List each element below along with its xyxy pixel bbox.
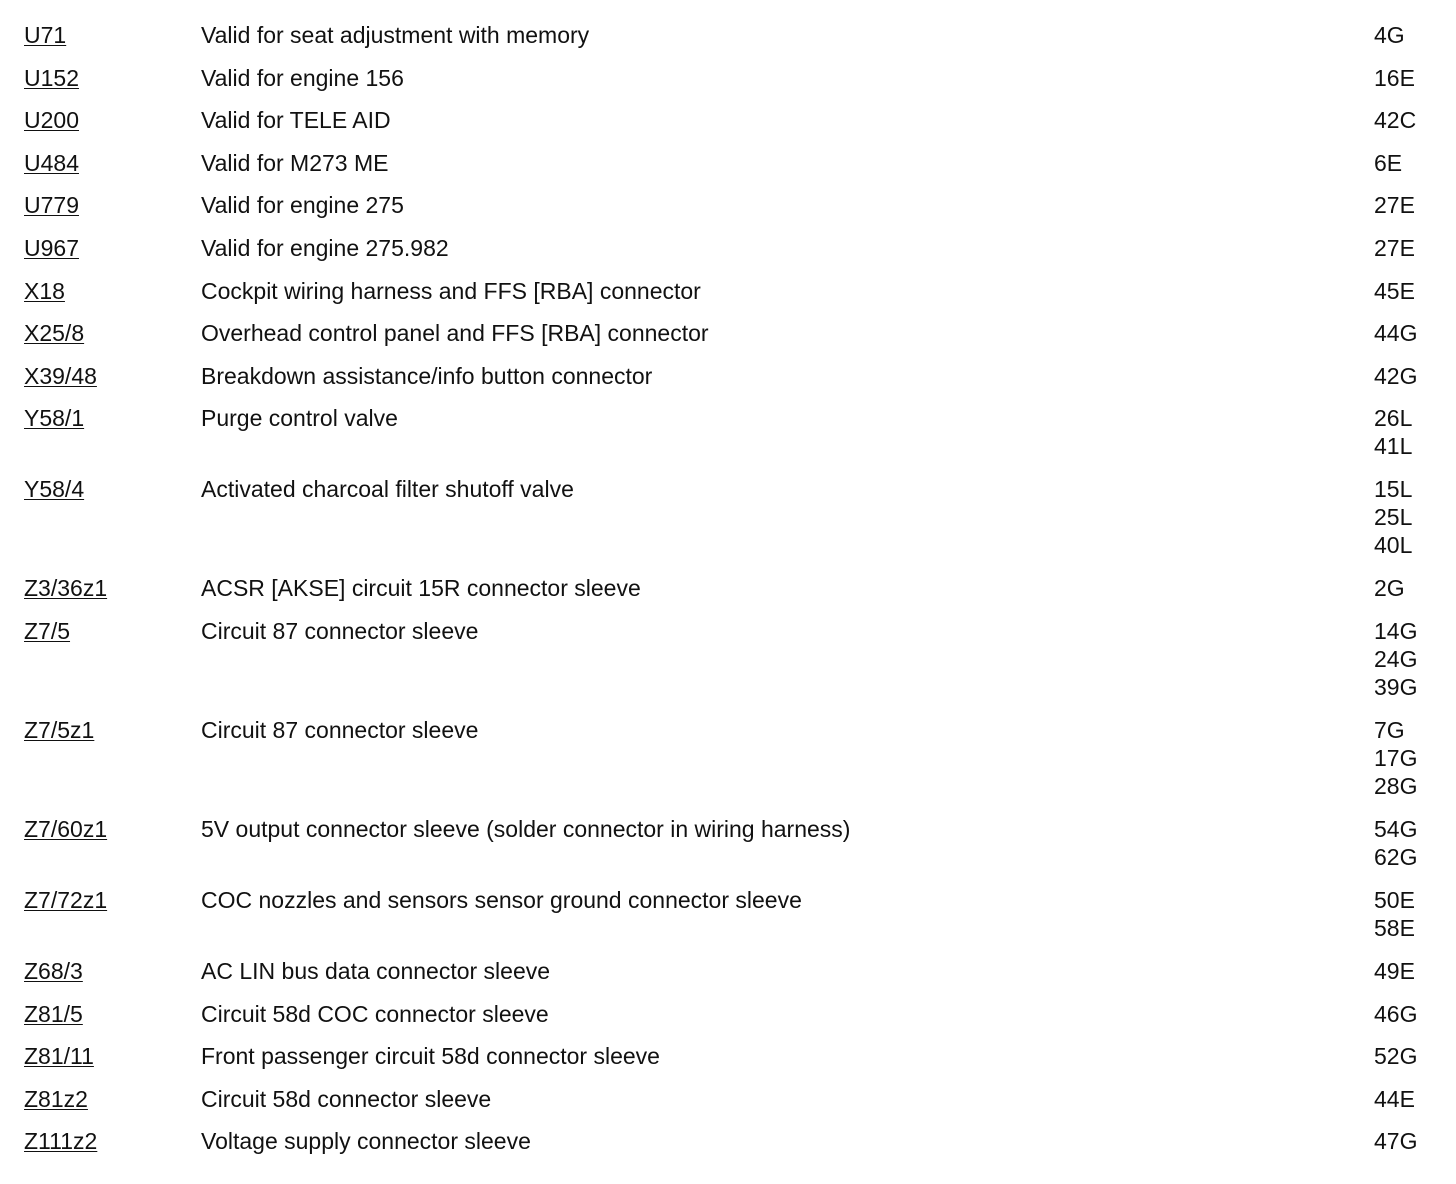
- component-code-link[interactable]: U967: [24, 234, 79, 261]
- location-ref: 42C: [1374, 107, 1417, 134]
- component-legend-table: [24, 21, 1434, 1170]
- component-code-link[interactable]: Z7/5: [24, 617, 71, 644]
- component-description: Breakdown assistance/info button connector: [201, 362, 653, 389]
- location-ref: 42G: [1374, 362, 1418, 389]
- location-ref: 15L: [1374, 476, 1413, 503]
- component-code-cell: [24, 574, 201, 602]
- table-row: [24, 716, 1434, 815]
- component-code-cell: [24, 1042, 201, 1070]
- component-code-link[interactable]: Z81/11: [24, 1043, 94, 1070]
- component-description: COC nozzles and sensors sensor ground connector sleeve: [201, 886, 802, 913]
- table-row: [24, 886, 1434, 957]
- component-description: Cockpit wiring harness and FFS [RBA] connector: [201, 277, 701, 304]
- location-ref: 54G: [1374, 815, 1418, 842]
- component-code-cell: [24, 149, 201, 177]
- table-row: [24, 106, 1434, 149]
- location-ref: 28G: [1374, 772, 1418, 799]
- location-ref: 39G: [1374, 673, 1418, 700]
- component-code-cell: [24, 1085, 201, 1113]
- component-code-link[interactable]: Z68/3: [24, 957, 83, 984]
- location-ref: 62G: [1374, 843, 1418, 870]
- component-description: AC LIN bus data connector sleeve: [201, 957, 551, 984]
- location-ref: 7G: [1374, 716, 1405, 743]
- component-code-link[interactable]: Z3/36z1: [24, 575, 108, 602]
- location-ref: 46G: [1374, 1000, 1418, 1027]
- component-code-cell: [24, 191, 201, 219]
- component-code-link[interactable]: X25/8: [24, 320, 85, 347]
- location-list: [1374, 815, 1434, 871]
- component-description: Purge control valve: [201, 405, 398, 432]
- table-row: [24, 191, 1434, 234]
- location-ref: 58E: [1374, 914, 1415, 941]
- location-list: [1374, 191, 1434, 219]
- component-code-link[interactable]: Z81z2: [24, 1085, 88, 1112]
- component-description: Activated charcoal filter shutoff valve: [201, 476, 574, 503]
- component-code-cell: [24, 475, 201, 503]
- table-row: [24, 815, 1434, 886]
- component-code-cell: [24, 319, 201, 347]
- location-ref: 47G: [1374, 1128, 1418, 1155]
- location-ref: 16E: [1374, 64, 1415, 91]
- component-description: Valid for engine 275.982: [201, 234, 449, 261]
- location-ref: 41L: [1374, 433, 1413, 460]
- component-code-link[interactable]: U779: [24, 192, 79, 219]
- component-code-cell: [24, 617, 201, 645]
- component-code-link[interactable]: U200: [24, 107, 79, 134]
- table-row: [24, 234, 1434, 277]
- location-ref: 25L: [1374, 504, 1413, 531]
- component-code-cell: [24, 234, 201, 262]
- table-row: [24, 149, 1434, 192]
- component-code-link[interactable]: U71: [24, 22, 67, 48]
- location-list: [1374, 362, 1434, 390]
- location-ref: 52G: [1374, 1043, 1418, 1070]
- component-code-cell: [24, 957, 201, 985]
- location-ref: 44E: [1374, 1085, 1415, 1112]
- component-description: Circuit 58d connector sleeve: [201, 1085, 492, 1112]
- component-code-cell: [24, 362, 201, 390]
- location-ref: 50E: [1374, 886, 1415, 913]
- table-row: [24, 475, 1434, 574]
- component-code-link[interactable]: U484: [24, 149, 79, 176]
- location-ref: 6E: [1374, 149, 1403, 176]
- component-description: Valid for seat adjustment with memory: [201, 22, 590, 48]
- location-list: [1374, 716, 1434, 800]
- component-code-cell: [24, 886, 201, 914]
- component-description: Valid for TELE AID: [201, 107, 391, 134]
- component-code-link[interactable]: Y58/1: [24, 405, 85, 432]
- location-list: [1374, 1127, 1434, 1155]
- location-list: [1374, 277, 1434, 305]
- location-list: [1374, 475, 1434, 559]
- component-description: Circuit 87 connector sleeve: [201, 617, 479, 644]
- component-code-cell: [24, 716, 201, 744]
- component-description: Valid for engine 156: [201, 64, 404, 91]
- location-list: [1374, 404, 1434, 460]
- table-row: [24, 362, 1434, 405]
- table-row: [24, 1085, 1434, 1128]
- location-ref: 26L: [1374, 405, 1413, 432]
- component-description: ACSR [AKSE] circuit 15R connector sleeve: [201, 575, 641, 602]
- location-ref: 4G: [1374, 22, 1405, 48]
- component-code-link[interactable]: Z81/5: [24, 1000, 83, 1027]
- location-list: [1374, 21, 1434, 49]
- component-description: Valid for engine 275: [201, 192, 404, 219]
- component-code-link[interactable]: X18: [24, 277, 65, 304]
- table-row: [24, 21, 1434, 64]
- table-row: [24, 574, 1434, 617]
- table-row: [24, 404, 1434, 475]
- location-ref: 2G: [1374, 575, 1405, 602]
- location-list: [1374, 1042, 1434, 1070]
- component-code-cell: [24, 277, 201, 305]
- location-ref: 40L: [1374, 532, 1413, 559]
- component-code-cell: [24, 106, 201, 134]
- table-row: [24, 277, 1434, 320]
- location-list: [1374, 1000, 1434, 1028]
- location-list: [1374, 106, 1434, 134]
- location-ref: 17G: [1374, 744, 1418, 771]
- location-list: [1374, 319, 1434, 347]
- component-description: Voltage supply connector sleeve: [201, 1128, 531, 1155]
- component-code-cell: [24, 1127, 201, 1155]
- component-code-link[interactable]: Z111z2: [24, 1128, 98, 1155]
- table-row: [24, 319, 1434, 362]
- component-code-cell: [24, 21, 201, 49]
- location-ref: 27E: [1374, 234, 1415, 261]
- component-code-link[interactable]: X39/48: [24, 362, 97, 389]
- component-code-link[interactable]: Z7/5z1: [24, 716, 95, 743]
- location-list: [1374, 957, 1434, 985]
- component-description: Overhead control panel and FFS [RBA] connector: [201, 320, 709, 347]
- component-description: Circuit 87 connector sleeve: [201, 716, 479, 743]
- component-description: 5V output connector sleeve (solder connector in wiring harness): [201, 815, 851, 842]
- location-list: [1374, 234, 1434, 262]
- location-ref: 14G: [1374, 617, 1418, 644]
- component-code-link[interactable]: Z7/72z1: [24, 886, 108, 913]
- component-description: Circuit 58d COC connector sleeve: [201, 1000, 549, 1027]
- component-code-cell: [24, 815, 201, 843]
- location-ref: 27E: [1374, 192, 1415, 219]
- location-ref: 44G: [1374, 320, 1418, 347]
- component-code-link[interactable]: Y58/4: [24, 476, 85, 503]
- location-list: [1374, 149, 1434, 177]
- table-row: [24, 1000, 1434, 1043]
- location-list: [1374, 617, 1434, 701]
- component-code-cell: [24, 404, 201, 432]
- table-row: [24, 957, 1434, 1000]
- location-ref: 45E: [1374, 277, 1415, 304]
- component-code-link[interactable]: Z7/60z1: [24, 815, 108, 842]
- component-code-link[interactable]: U152: [24, 64, 79, 91]
- location-list: [1374, 1085, 1434, 1113]
- table-row: [24, 1042, 1434, 1085]
- location-list: [1374, 886, 1434, 942]
- location-list: [1374, 64, 1434, 92]
- component-code-cell: [24, 64, 201, 92]
- component-code-cell: [24, 1000, 201, 1028]
- table-row: [24, 617, 1434, 716]
- table-row: [24, 64, 1434, 107]
- location-list: [1374, 574, 1434, 602]
- location-ref: 49E: [1374, 957, 1415, 984]
- location-ref: 24G: [1374, 645, 1418, 672]
- table-row: [24, 1127, 1434, 1170]
- component-description: Valid for M273 ME: [201, 149, 389, 176]
- component-description: Front passenger circuit 58d connector sleeve: [201, 1043, 660, 1070]
